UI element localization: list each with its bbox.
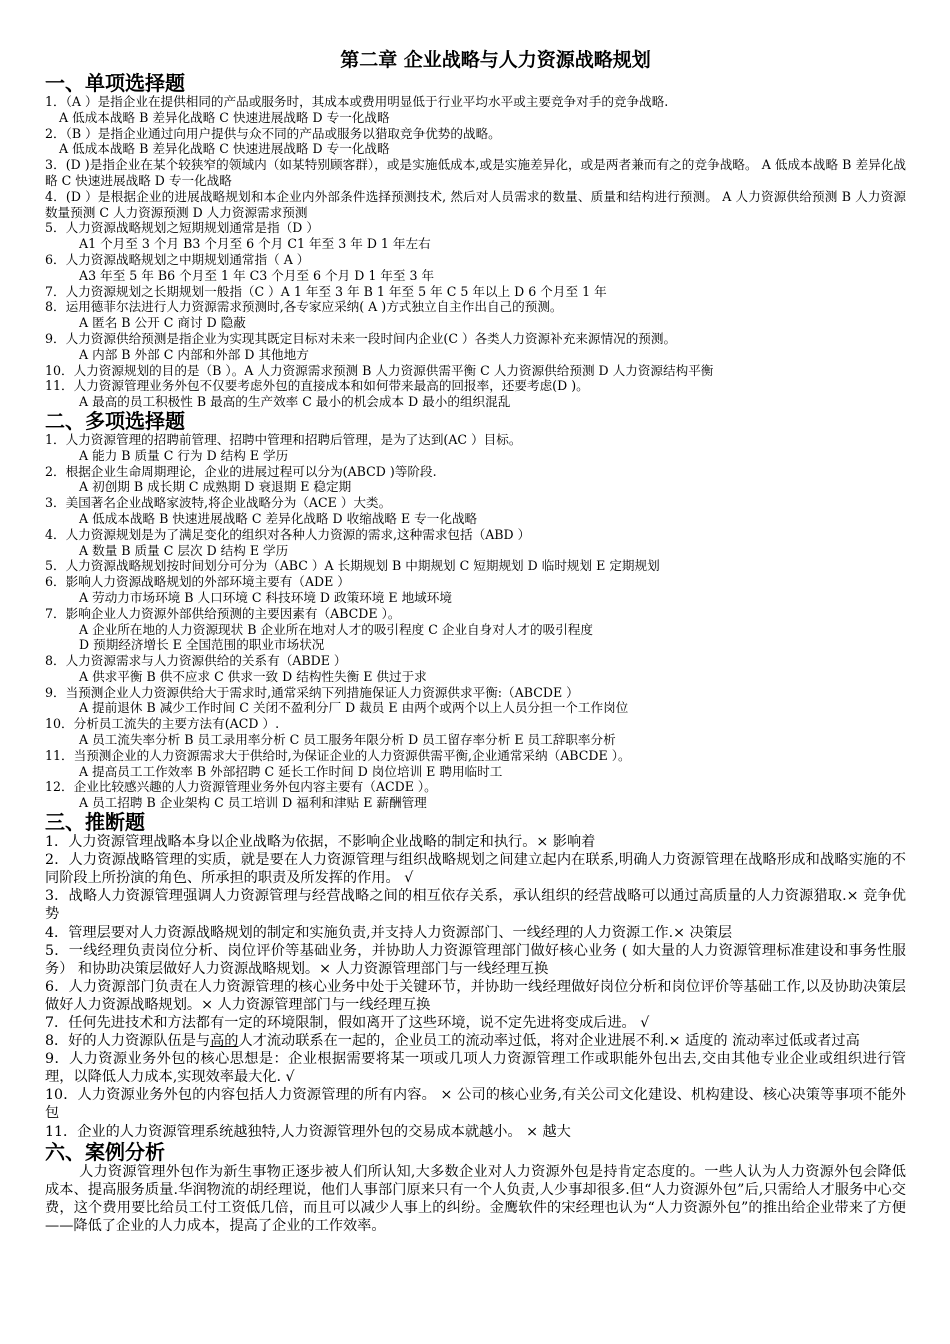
options-line: A1 个月至 3 个月 B3 个月至 6 个月 C1 年至 3 年 D 1 年左右: [79, 236, 431, 252]
question-line: 7．人力资源规划之长期规划一般指（C ）A 1 年至 3 年 B 1 年至 5 年 C 5 年以上 D 6 个月至 1 年: [45, 283, 607, 299]
statement-line: [45, 1032, 906, 1050]
chapter-title: 第二章 企业战略与人力资源战略规划: [340, 49, 651, 71]
question-line: 4．人力资源规划是为了满足变化的组织对各种人力资源的需求,这种需求包括（ABD ）: [45, 526, 531, 542]
options-line: A 员工招聘 B 企业架构 C 员工培训 D 福利和津贴 E 薪酬管理: [79, 795, 427, 811]
question-line: 11．人力资源管理业务外包不仅要考虑外包的直接成本和如何带来最高的回报率，还要考虑(D )。: [45, 378, 589, 394]
section-heading-single-choice: 一、单项选择题: [45, 71, 185, 95]
options-line: A 员工流失率分析 B 员工录用率分析 C 员工服务年限分析 D 员工留存率分析 E 员工辞职率分析: [79, 732, 616, 748]
statement-line: 3．战略人力资源管理强调人力资源管理与经营战略之间的相互依存关系，承认组织的经营战略可以通过高质量的人力资源猎取.× 竞争优势: [45, 888, 906, 923]
options-line: A 数量 B 质量 C 层次 D 结构 E 学历: [79, 542, 289, 558]
options-line: A 低成本战略 B 差异化战略 C 快速进展战略 D 专一化战略: [59, 109, 390, 125]
options-line: A 提前退休 B 减少工作时间 C 关闭不盈利分厂 D 裁员 E 由两个或两个以上人员分担一个工作岗位: [79, 700, 629, 716]
question-line: 1．人力资源管理的招聘前管理、招聘中管理和招聘后管理，是为了达到(AC ）目标。: [45, 431, 522, 447]
options-line: A 企业所在地的人力资源现状 B 企业所在地对人才的吸引程度 C 企业自身对人才的吸引程度: [79, 621, 593, 637]
case-paragraph: 人力资源管理外包作为新生事物正逐步被人们所认知,大多数企业对人力资源外包是持肯定态度的。一些人认为人力资源外包会降低成本、提高服务质量.华润物流的胡经理说，他们人事部门原来只有一个人负责,人少事却很多.但“人力资源外包”后,只需给人才服务中心交费，这个费用要比给员工付工资低几倍，而且可以减少人事上的纠纷。金鹰软件的宋经理也认为“人力资源外包”的推出给企业带来了方便——降低了企业的人力成本，提高了企业的工作效率。: [45, 1163, 906, 1234]
question-line: 9．当预测企业人力资源供给大于需求时,通常采纳下列措施保证人力资源供求平衡:（ABCDE ）: [45, 684, 579, 700]
question-line: 3．(D )是指企业在某个较狭窄的领域内（如某特别顾客群），或是实施低成本,或是实施差异化，或是两者兼而有之的竞争战略。 A 低成本战略 B 差异化战略 C 快速进展战略 D 专一化战略: [45, 157, 906, 188]
underlined-word: 高的: [210, 1033, 239, 1050]
section-heading-judgment: 三、推断题: [45, 810, 145, 835]
statement-line: 9．人力资源业务外包的核心思想是：企业根据需要将某一项或几项人力资源管理工作或职能外包出去,交由其他专业企业或组织进行管理，以降低人力成本,实现效率最大化. √: [45, 1051, 906, 1086]
question-line: 12．企业比较感兴趣的人力资源管理业务外包内容主要有（ACDE ）。: [45, 779, 437, 795]
options-line: A 低成本战略 B 快速进展战略 C 差异化战略 D 收缩战略 E 专一化战略: [79, 510, 478, 526]
options-line: A3 年至 5 年 B6 个月至 1 年 C3 个月至 6 个月 D 1 年至 3 年: [79, 267, 435, 283]
options-line: A 初创期 B 成长期 C 成熟期 D 衰退期 E 稳定期: [79, 479, 352, 495]
question-line: 1．（A ）是指企业在提供相同的产品或服务时，其成本或费用明显低于行业平均水平或主要竞争对手的竞争战略.: [45, 94, 669, 109]
options-line: A 劳动力市场环境 B 人口环境 C 科技环境 D 政策环境 E 地域环境: [79, 589, 452, 605]
statement-part: 8．好的人力资源队伍是与: [45, 1033, 211, 1050]
question-line: 11．当预测企业的人力资源需求大于供给时,为保证企业的人力资源供需平衡,企业通常采纳（ABCDE ）。: [45, 747, 631, 763]
question-line: 7．影响企业人力资源外部供给预测的主要因素有（ABCDE ）。: [45, 605, 401, 621]
statement-line: 7．任何先进技术和方法都有一定的环境限制，假如离开了这些环境，说不定先进将变成后进。 √: [45, 1015, 650, 1031]
question-line: 6．影响人力资源战略规划的外部环境主要有（ADE ）: [45, 574, 350, 590]
question-line: 5．人力资源战略规划按时间划分可分为（ABC ）A 长期规划 B 中期规划 C 短期规划 D 临时规划 E 定期规划: [45, 558, 660, 574]
statement-part: 人才流动联系在一起的，企业员工的流动率过低，将对企业进展不利.× 适度的 流动率过低或者过高: [238, 1033, 860, 1050]
question-line: 9．人力资源供给预测是指企业为实现其既定目标对未来一段时间内企业(C ）各类人力资源补充来源情况的预测。: [45, 330, 677, 346]
options-line: A 匿名 B 公开 C 商讨 D 隐蔽: [79, 315, 246, 331]
statement-line: 6．人力资源部门负责在人力资源管理的核心业务中处于关键环节，并协助一线经理做好岗位分析和岗位评价等基础工作,以及协助决策层做好人力资源战略规划。× 人力资源管理部门与一线经理互换: [45, 978, 906, 1013]
statement-line: 4．管理层要对人力资源战略规划的制定和实施负责,并支持人力资源部门、一线经理的人力资源工作.× 决策层: [45, 924, 733, 941]
statement-line: 11．企业的人力资源管理系统越独特,人力资源管理外包的交易成本就越小。 × 越大: [45, 1123, 571, 1140]
options-line: A 供求平衡 B 供不应求 C 供求一致 D 结构性失衡 E 供过于求: [79, 668, 427, 684]
single-choice-section: [45, 94, 906, 410]
section-heading-multi-choice: 二、多项选择题: [45, 408, 185, 433]
options-line: A 最高的员工积极性 B 最高的生产效率 C 最小的机会成本 D 最小的组织混乱: [79, 394, 511, 410]
question-line: 10．分析员工流失的主要方法有(ACD ）.: [45, 716, 280, 732]
section-heading-case-study: 六、案例分析: [45, 1139, 165, 1164]
options-line: A 内部 B 外部 C 内部和外部 D 其他地方: [79, 346, 309, 362]
question-line: 3．美国著名企业战略家波特,将企业战略分为（ACE ）大类。: [45, 495, 392, 511]
statement-line: 5．一线经理负责岗位分析、岗位评价等基础业务，并协助人力资源管理部门做好核心业务 ( 如大量的人力资源管理标准建设和事务性服务） 和协助决策层做好人力资源战略规划。× 人力资源管理部门与一线经理互换: [45, 942, 906, 977]
statement-line: 1．人力资源管理战略本身以企业战略为依据，不影响企业战略的制定和执行。× 影响着: [45, 834, 596, 851]
question-line: 4．(D ）是根据企业的进展战略规划和本企业内外部条件选择预测技术, 然后对人员需求的数量、质量和结构进行预测。 A 人力资源供给预测 B 人力资源数量预测 C 人力资源预测 D 人力资源需求预测: [45, 188, 906, 220]
multi-choice-section: [45, 432, 906, 811]
statement-line: 2．人力资源战略管理的实质，就是要在人力资源管理与组织战略规划之间建立起内在联系,明确人力资源管理在战略形成和战略实施的不同阶段上所扮演的角色、所承担的职责及所发挥的作用。 √: [45, 852, 906, 887]
statement-line: 10．人力资源业务外包的内容包括人力资源管理的所有内容。 × 公司的核心业务,有关公司文化建设、机构建设、核心决策等事项不能外包: [45, 1087, 906, 1122]
options-line: A 低成本战略 B 差异化战略 C 快速进展战略 D 专一化战略: [59, 141, 390, 157]
case-study-section: [45, 1163, 906, 1235]
question-line: 8．人力资源需求与人力资源供给的关系有（ABDE ）: [45, 653, 347, 669]
options-line: A 能力 B 质量 C 行为 D 结构 E 学历: [79, 447, 289, 463]
question-line: 10．人力资源规划的目的是（B ）。A 人力资源需求预测 B 人力资源供需平衡 C 人力资源供给预测 D 人力资源结构平衡: [45, 362, 714, 378]
options-line: A 提高员工工作效率 B 外部招聘 C 延长工作时间 D 岗位培训 E 聘用临时工: [79, 763, 503, 779]
question-line: 5．人力资源战略规划之短期规划通常是指（D ）: [45, 220, 319, 236]
judgment-section: [45, 833, 906, 1141]
question-line: 2．（B ）是指企业通过向用户提供与众不同的产品或服务以猎取竞争优势的战略。: [45, 125, 501, 141]
question-line: 8．运用德菲尔法进行人力资源需求预测时,各专家应采纳( A )方式独立自主作出自己的预测。: [45, 299, 563, 315]
options-line: D 预期经济增长 E 全国范围的职业市场状况: [79, 637, 325, 653]
question-line: 6．人力资源战略规划之中期规划通常指（ A ）: [45, 251, 310, 267]
question-line: 2．根据企业生命周期理论，企业的进展过程可以分为(ABCD )等阶段.: [45, 463, 437, 479]
